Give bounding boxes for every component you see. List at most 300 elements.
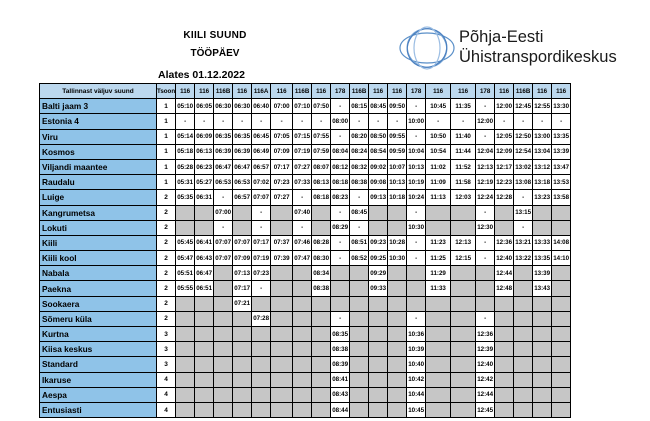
departure-time-cell: 12:05 — [495, 129, 514, 144]
departure-time-cell — [495, 327, 514, 342]
departure-time-cell — [533, 402, 552, 417]
departure-time-cell: 05:14 — [176, 129, 195, 144]
departure-time-cell — [514, 402, 533, 417]
departure-time-cell: 06:41 — [195, 235, 214, 250]
departure-time-cell: 07:27 — [271, 190, 293, 205]
departure-time-cell — [514, 327, 533, 342]
departure-time-cell: - — [252, 205, 271, 220]
departure-time-cell — [552, 402, 571, 417]
departure-time-cell: 08:07 — [312, 159, 331, 174]
departure-time-cell: 07:07 — [233, 235, 252, 250]
departure-time-cell: 10:07 — [388, 159, 407, 174]
departure-time-cell: 09:23 — [369, 235, 388, 250]
departure-time-cell: 05:10 — [176, 99, 195, 114]
departure-time-cell: 13:33 — [533, 235, 552, 250]
departure-time-cell: 07:15 — [293, 129, 312, 144]
departure-time-cell: - — [331, 205, 350, 220]
departure-time-cell — [195, 327, 214, 342]
departure-time-cell — [388, 327, 407, 342]
departure-time-cell: 08:18 — [312, 190, 331, 205]
departure-time-cell: - — [476, 235, 495, 250]
departure-time-cell: 07:02 — [252, 175, 271, 190]
departure-time-cell: 07:09 — [271, 144, 293, 159]
departure-time-cell — [271, 357, 293, 372]
departure-time-cell: - — [451, 114, 476, 129]
stop-name: Kiili kool — [40, 251, 157, 266]
departure-time-cell: 10:39 — [407, 342, 426, 357]
departure-time-cell: 06:39 — [214, 144, 233, 159]
departure-time-cell — [293, 296, 312, 311]
departure-time-cell — [451, 387, 476, 402]
departure-time-cell — [552, 205, 571, 220]
departure-time-cell: - — [233, 114, 252, 129]
departure-time-cell: 12:42 — [476, 372, 495, 387]
departure-time-cell: 10:40 — [407, 357, 426, 372]
departure-time-cell — [388, 387, 407, 402]
departure-time-cell: 08:45 — [350, 205, 369, 220]
departure-time-cell: 12:39 — [476, 342, 495, 357]
departure-time-cell: 06:47 — [233, 159, 252, 174]
timetable-row — [40, 251, 571, 266]
departure-time-cell: - — [331, 235, 350, 250]
departure-time-cell — [293, 372, 312, 387]
departure-time-cell: 10:30 — [407, 220, 426, 235]
departure-time-cell — [451, 311, 476, 326]
departure-time-cell — [331, 281, 350, 296]
departure-time-cell: - — [350, 220, 369, 235]
departure-time-cell — [233, 220, 252, 235]
departure-time-cell: 06:53 — [233, 175, 252, 190]
departure-time-cell: 08:32 — [350, 159, 369, 174]
departure-time-cell: - — [176, 114, 195, 129]
departure-time-cell — [214, 281, 233, 296]
departure-time-cell: 06:13 — [195, 144, 214, 159]
departure-time-cell: - — [195, 114, 214, 129]
departure-time-cell: 13:30 — [552, 99, 571, 114]
departure-time-cell: - — [552, 114, 571, 129]
departure-time-cell: 12:48 — [495, 281, 514, 296]
departure-time-cell: 07:17 — [271, 159, 293, 174]
departure-time-cell: 09:59 — [388, 144, 407, 159]
valid-from-label: Alates 01.12.2022 — [158, 69, 245, 81]
departure-time-cell — [388, 311, 407, 326]
departure-time-cell: 12:00 — [476, 114, 495, 129]
route-number-header: 116 — [552, 84, 571, 99]
timetable-row — [40, 129, 571, 144]
departure-time-cell: 10:13 — [407, 159, 426, 174]
departure-time-cell: 13:39 — [552, 144, 571, 159]
departure-time-cell: 06:39 — [233, 144, 252, 159]
departure-time-cell: 05:55 — [176, 281, 195, 296]
departure-time-cell — [476, 296, 495, 311]
departure-time-cell: 13:00 — [533, 129, 552, 144]
route-number-header: 116 — [176, 84, 195, 99]
departure-time-cell: 06:47 — [214, 159, 233, 174]
timetable-row — [40, 144, 571, 159]
departure-time-cell: 07:46 — [293, 235, 312, 250]
stop-name: Ikaruse — [40, 372, 157, 387]
departure-time-cell — [407, 266, 426, 281]
departure-time-cell: 13:58 — [552, 190, 571, 205]
departure-time-cell: 12:23 — [495, 175, 514, 190]
departure-time-cell: 13:39 — [533, 266, 552, 281]
departure-time-cell — [271, 402, 293, 417]
departure-time-cell: 07:50 — [312, 99, 331, 114]
departure-time-cell — [350, 327, 369, 342]
departure-time-cell — [451, 357, 476, 372]
route-number-header: 116A — [252, 84, 271, 99]
departure-time-cell: 11:35 — [451, 99, 476, 114]
timetable-direction-title: KIILI SUUND — [183, 30, 247, 41]
departure-time-cell: 07:05 — [271, 129, 293, 144]
departure-time-cell — [214, 266, 233, 281]
zone-number: 4 — [157, 402, 176, 417]
departure-time-cell — [214, 357, 233, 372]
departure-time-cell — [293, 387, 312, 402]
timetable-grid — [39, 83, 571, 418]
zone-number: 3 — [157, 342, 176, 357]
departure-time-cell — [533, 372, 552, 387]
departure-time-cell: - — [350, 114, 369, 129]
departure-time-cell — [426, 205, 451, 220]
route-header-row — [40, 84, 571, 99]
departure-time-cell: - — [514, 114, 533, 129]
departure-time-cell — [533, 387, 552, 402]
departure-time-cell: 08:39 — [331, 357, 350, 372]
departure-time-cell — [388, 266, 407, 281]
departure-time-cell — [495, 357, 514, 372]
departure-time-cell — [514, 387, 533, 402]
departure-time-cell: 11:25 — [426, 251, 451, 266]
departure-time-cell: - — [293, 114, 312, 129]
route-number-header: 178 — [331, 84, 350, 99]
departure-time-cell: 11:13 — [426, 190, 451, 205]
departure-time-cell — [252, 357, 271, 372]
departure-time-cell: - — [407, 235, 426, 250]
departure-time-cell: 12:13 — [451, 235, 476, 250]
timetable-row — [40, 190, 571, 205]
departure-time-cell: 07:33 — [293, 175, 312, 190]
route-number-header: 116B — [214, 84, 233, 99]
departure-time-cell: 09:08 — [369, 175, 388, 190]
departure-time-cell — [176, 402, 195, 417]
departure-time-cell — [426, 311, 451, 326]
route-number-header: 116 — [195, 84, 214, 99]
departure-time-cell: 09:13 — [369, 190, 388, 205]
stop-name: Sookaera — [40, 296, 157, 311]
stop-name: Entusiasti — [40, 402, 157, 417]
departure-time-cell — [331, 296, 350, 311]
departure-time-cell: 05:28 — [176, 159, 195, 174]
departure-time-cell — [514, 342, 533, 357]
departure-time-cell — [293, 342, 312, 357]
departure-time-cell: 10:36 — [407, 327, 426, 342]
departure-time-cell — [533, 296, 552, 311]
departure-time-cell — [252, 387, 271, 402]
departure-time-cell — [312, 311, 331, 326]
departure-time-cell: 11:52 — [451, 159, 476, 174]
departure-time-cell — [350, 281, 369, 296]
departure-time-cell — [233, 327, 252, 342]
departure-time-cell: 08:24 — [350, 144, 369, 159]
departure-time-cell — [350, 402, 369, 417]
departure-time-cell: 07:17 — [252, 235, 271, 250]
departure-time-cell — [533, 342, 552, 357]
company-logo — [397, 24, 637, 76]
departure-time-cell — [271, 387, 293, 402]
departure-time-cell: 11:58 — [451, 175, 476, 190]
departure-time-cell — [552, 372, 571, 387]
day-type-label: TÖÖPÄEV — [190, 48, 240, 59]
departure-time-cell — [514, 311, 533, 326]
departure-time-cell: 08:18 — [331, 175, 350, 190]
departure-time-cell: - — [495, 114, 514, 129]
departure-time-cell: 10:54 — [426, 144, 451, 159]
departure-time-cell: 07:07 — [214, 251, 233, 266]
departure-time-cell — [426, 402, 451, 417]
departure-time-cell — [233, 357, 252, 372]
stop-name: Kiili — [40, 235, 157, 250]
stop-name: Estonia 4 — [40, 114, 157, 129]
departure-time-cell: 07:13 — [233, 266, 252, 281]
route-number-header: 116 — [495, 84, 514, 99]
departure-time-cell: 08:35 — [331, 327, 350, 342]
departure-time-cell — [451, 266, 476, 281]
departure-time-cell: 10:19 — [407, 175, 426, 190]
departure-time-cell — [214, 327, 233, 342]
departure-time-cell: 06:35 — [214, 129, 233, 144]
departure-time-cell — [293, 281, 312, 296]
departure-time-cell: 06:57 — [233, 190, 252, 205]
timetable-row — [40, 266, 571, 281]
departure-time-cell: 08:38 — [312, 281, 331, 296]
zone-column-header: Tsoon — [157, 84, 176, 99]
departure-time-cell — [176, 387, 195, 402]
departure-time-cell: - — [271, 114, 293, 129]
departure-time-cell: 12:04 — [476, 144, 495, 159]
departure-time-cell — [514, 281, 533, 296]
departure-time-cell: - — [214, 114, 233, 129]
departure-time-cell — [369, 296, 388, 311]
departure-time-cell — [369, 357, 388, 372]
departure-time-cell — [233, 311, 252, 326]
departure-time-cell: - — [514, 190, 533, 205]
departure-time-cell: 10:24 — [407, 190, 426, 205]
route-number-header: 116B — [514, 84, 533, 99]
zone-number: 2 — [157, 235, 176, 250]
departure-time-cell — [552, 281, 571, 296]
zone-number: 1 — [157, 144, 176, 159]
departure-time-cell — [533, 357, 552, 372]
departure-time-cell: 06:30 — [233, 99, 252, 114]
departure-time-cell: 07:07 — [252, 190, 271, 205]
departure-time-cell — [350, 342, 369, 357]
departure-time-cell: 07:37 — [271, 235, 293, 250]
route-number-header: 116 — [533, 84, 552, 99]
departure-time-cell — [214, 372, 233, 387]
zone-number: 2 — [157, 251, 176, 266]
departure-time-cell — [252, 327, 271, 342]
departure-time-cell: 06:35 — [233, 129, 252, 144]
timetable-row — [40, 281, 571, 296]
departure-time-cell: 11:40 — [451, 129, 476, 144]
departure-time-cell: 08:15 — [350, 99, 369, 114]
departure-time-cell: 11:23 — [426, 235, 451, 250]
timetable-row — [40, 99, 571, 114]
departure-time-cell — [495, 311, 514, 326]
stop-name: Balti jaam 3 — [40, 99, 157, 114]
departure-time-cell: 09:50 — [388, 99, 407, 114]
departure-time-cell: - — [312, 114, 331, 129]
departure-time-cell — [176, 205, 195, 220]
departure-time-cell — [271, 296, 293, 311]
departure-time-cell — [312, 357, 331, 372]
departure-time-cell: 08:50 — [369, 129, 388, 144]
departure-time-cell — [312, 296, 331, 311]
departure-time-cell: 08:44 — [331, 402, 350, 417]
stop-name: Luige — [40, 190, 157, 205]
route-number-header: 116 — [233, 84, 252, 99]
departure-time-cell: 13:12 — [533, 159, 552, 174]
departure-time-cell: 12:44 — [476, 387, 495, 402]
departure-time-cell — [293, 327, 312, 342]
departure-time-cell — [350, 311, 369, 326]
departure-time-cell: 12:24 — [476, 190, 495, 205]
departure-time-cell: 08:13 — [312, 175, 331, 190]
departure-time-cell — [552, 357, 571, 372]
departure-time-cell — [195, 205, 214, 220]
departure-time-cell: - — [476, 311, 495, 326]
departure-time-cell — [495, 342, 514, 357]
zone-number: 1 — [157, 99, 176, 114]
departure-time-cell — [350, 387, 369, 402]
departure-time-cell: 07:40 — [293, 205, 312, 220]
departure-time-cell: 08:29 — [331, 220, 350, 235]
departure-time-cell: 13:35 — [533, 251, 552, 266]
stop-name: Kangrumetsa — [40, 205, 157, 220]
departure-time-cell — [552, 220, 571, 235]
departure-time-cell — [369, 342, 388, 357]
departure-time-cell: 13:35 — [552, 129, 571, 144]
departure-time-cell: 11:33 — [426, 281, 451, 296]
departure-time-cell — [312, 402, 331, 417]
timetable-row — [40, 327, 571, 342]
departure-time-cell — [214, 387, 233, 402]
departure-time-cell — [369, 372, 388, 387]
departure-time-cell: 12:50 — [514, 129, 533, 144]
departure-time-cell — [350, 266, 369, 281]
stop-name: Nabala — [40, 266, 157, 281]
departure-time-cell — [195, 357, 214, 372]
departure-time-cell: 10:50 — [426, 129, 451, 144]
departure-time-cell: - — [252, 281, 271, 296]
departure-time-cell — [195, 311, 214, 326]
departure-time-cell — [176, 220, 195, 235]
departure-time-cell — [388, 220, 407, 235]
timetable-row — [40, 296, 571, 311]
departure-time-cell: 07:19 — [293, 144, 312, 159]
departure-time-cell — [426, 220, 451, 235]
departure-time-cell: 06:47 — [195, 266, 214, 281]
departure-time-cell: 11:29 — [426, 266, 451, 281]
timetable-row — [40, 357, 571, 372]
stop-name: Viru — [40, 129, 157, 144]
departure-time-cell — [388, 281, 407, 296]
departure-time-cell: 08:38 — [331, 342, 350, 357]
departure-time-cell: 07:21 — [233, 296, 252, 311]
departure-time-cell — [426, 327, 451, 342]
zone-number: 2 — [157, 220, 176, 235]
departure-time-cell: 13:08 — [514, 175, 533, 190]
departure-time-cell: 08:34 — [312, 266, 331, 281]
departure-time-cell: 09:33 — [369, 281, 388, 296]
departure-time-cell: 05:27 — [195, 175, 214, 190]
departure-time-cell: - — [350, 190, 369, 205]
departure-time-cell: - — [407, 205, 426, 220]
departure-time-cell: - — [369, 114, 388, 129]
route-number-header: 178 — [476, 84, 495, 99]
departure-time-cell: - — [407, 311, 426, 326]
departure-time-cell — [214, 402, 233, 417]
departure-time-cell — [495, 372, 514, 387]
departure-time-cell: - — [252, 220, 271, 235]
route-number-header: 116 — [451, 84, 476, 99]
departure-time-cell — [195, 372, 214, 387]
departure-time-cell — [176, 372, 195, 387]
departure-time-cell: 07:00 — [214, 205, 233, 220]
departure-time-cell: 14:08 — [552, 235, 571, 250]
departure-time-cell — [312, 327, 331, 342]
departure-time-cell — [369, 387, 388, 402]
departure-time-cell — [293, 357, 312, 372]
departure-time-cell: 07:17 — [233, 281, 252, 296]
departure-time-cell: 12:45 — [476, 402, 495, 417]
departure-time-cell: 07:19 — [252, 251, 271, 266]
departure-time-cell — [369, 327, 388, 342]
departure-time-cell: 07:09 — [233, 251, 252, 266]
stop-name: Kurtna — [40, 327, 157, 342]
departure-time-cell — [293, 402, 312, 417]
departure-time-cell — [533, 327, 552, 342]
stop-name: Aespa — [40, 387, 157, 402]
departure-time-cell: 08:54 — [369, 144, 388, 159]
zone-number: 2 — [157, 311, 176, 326]
timetable-row — [40, 387, 571, 402]
route-number-header: 116 — [388, 84, 407, 99]
departure-time-cell: 13:15 — [514, 205, 533, 220]
departure-time-cell — [388, 296, 407, 311]
departure-time-cell: 12:40 — [476, 357, 495, 372]
departure-time-cell: 14:10 — [552, 251, 571, 266]
departure-time-cell: 12:09 — [495, 144, 514, 159]
departure-time-cell — [293, 311, 312, 326]
zone-number: 4 — [157, 372, 176, 387]
departure-time-cell — [233, 205, 252, 220]
departure-time-cell: 12:00 — [495, 99, 514, 114]
departure-time-cell: 08:45 — [369, 99, 388, 114]
departure-time-cell — [552, 311, 571, 326]
departure-time-cell — [312, 205, 331, 220]
departure-time-cell: 07:47 — [293, 251, 312, 266]
zone-number: 1 — [157, 175, 176, 190]
departure-time-cell: 12:54 — [514, 144, 533, 159]
departure-time-cell: 08:04 — [331, 144, 350, 159]
departure-time-cell — [271, 372, 293, 387]
departure-time-cell: 06:49 — [252, 144, 271, 159]
zone-number: 4 — [157, 387, 176, 402]
departure-time-cell — [271, 220, 293, 235]
departure-time-cell — [451, 220, 476, 235]
